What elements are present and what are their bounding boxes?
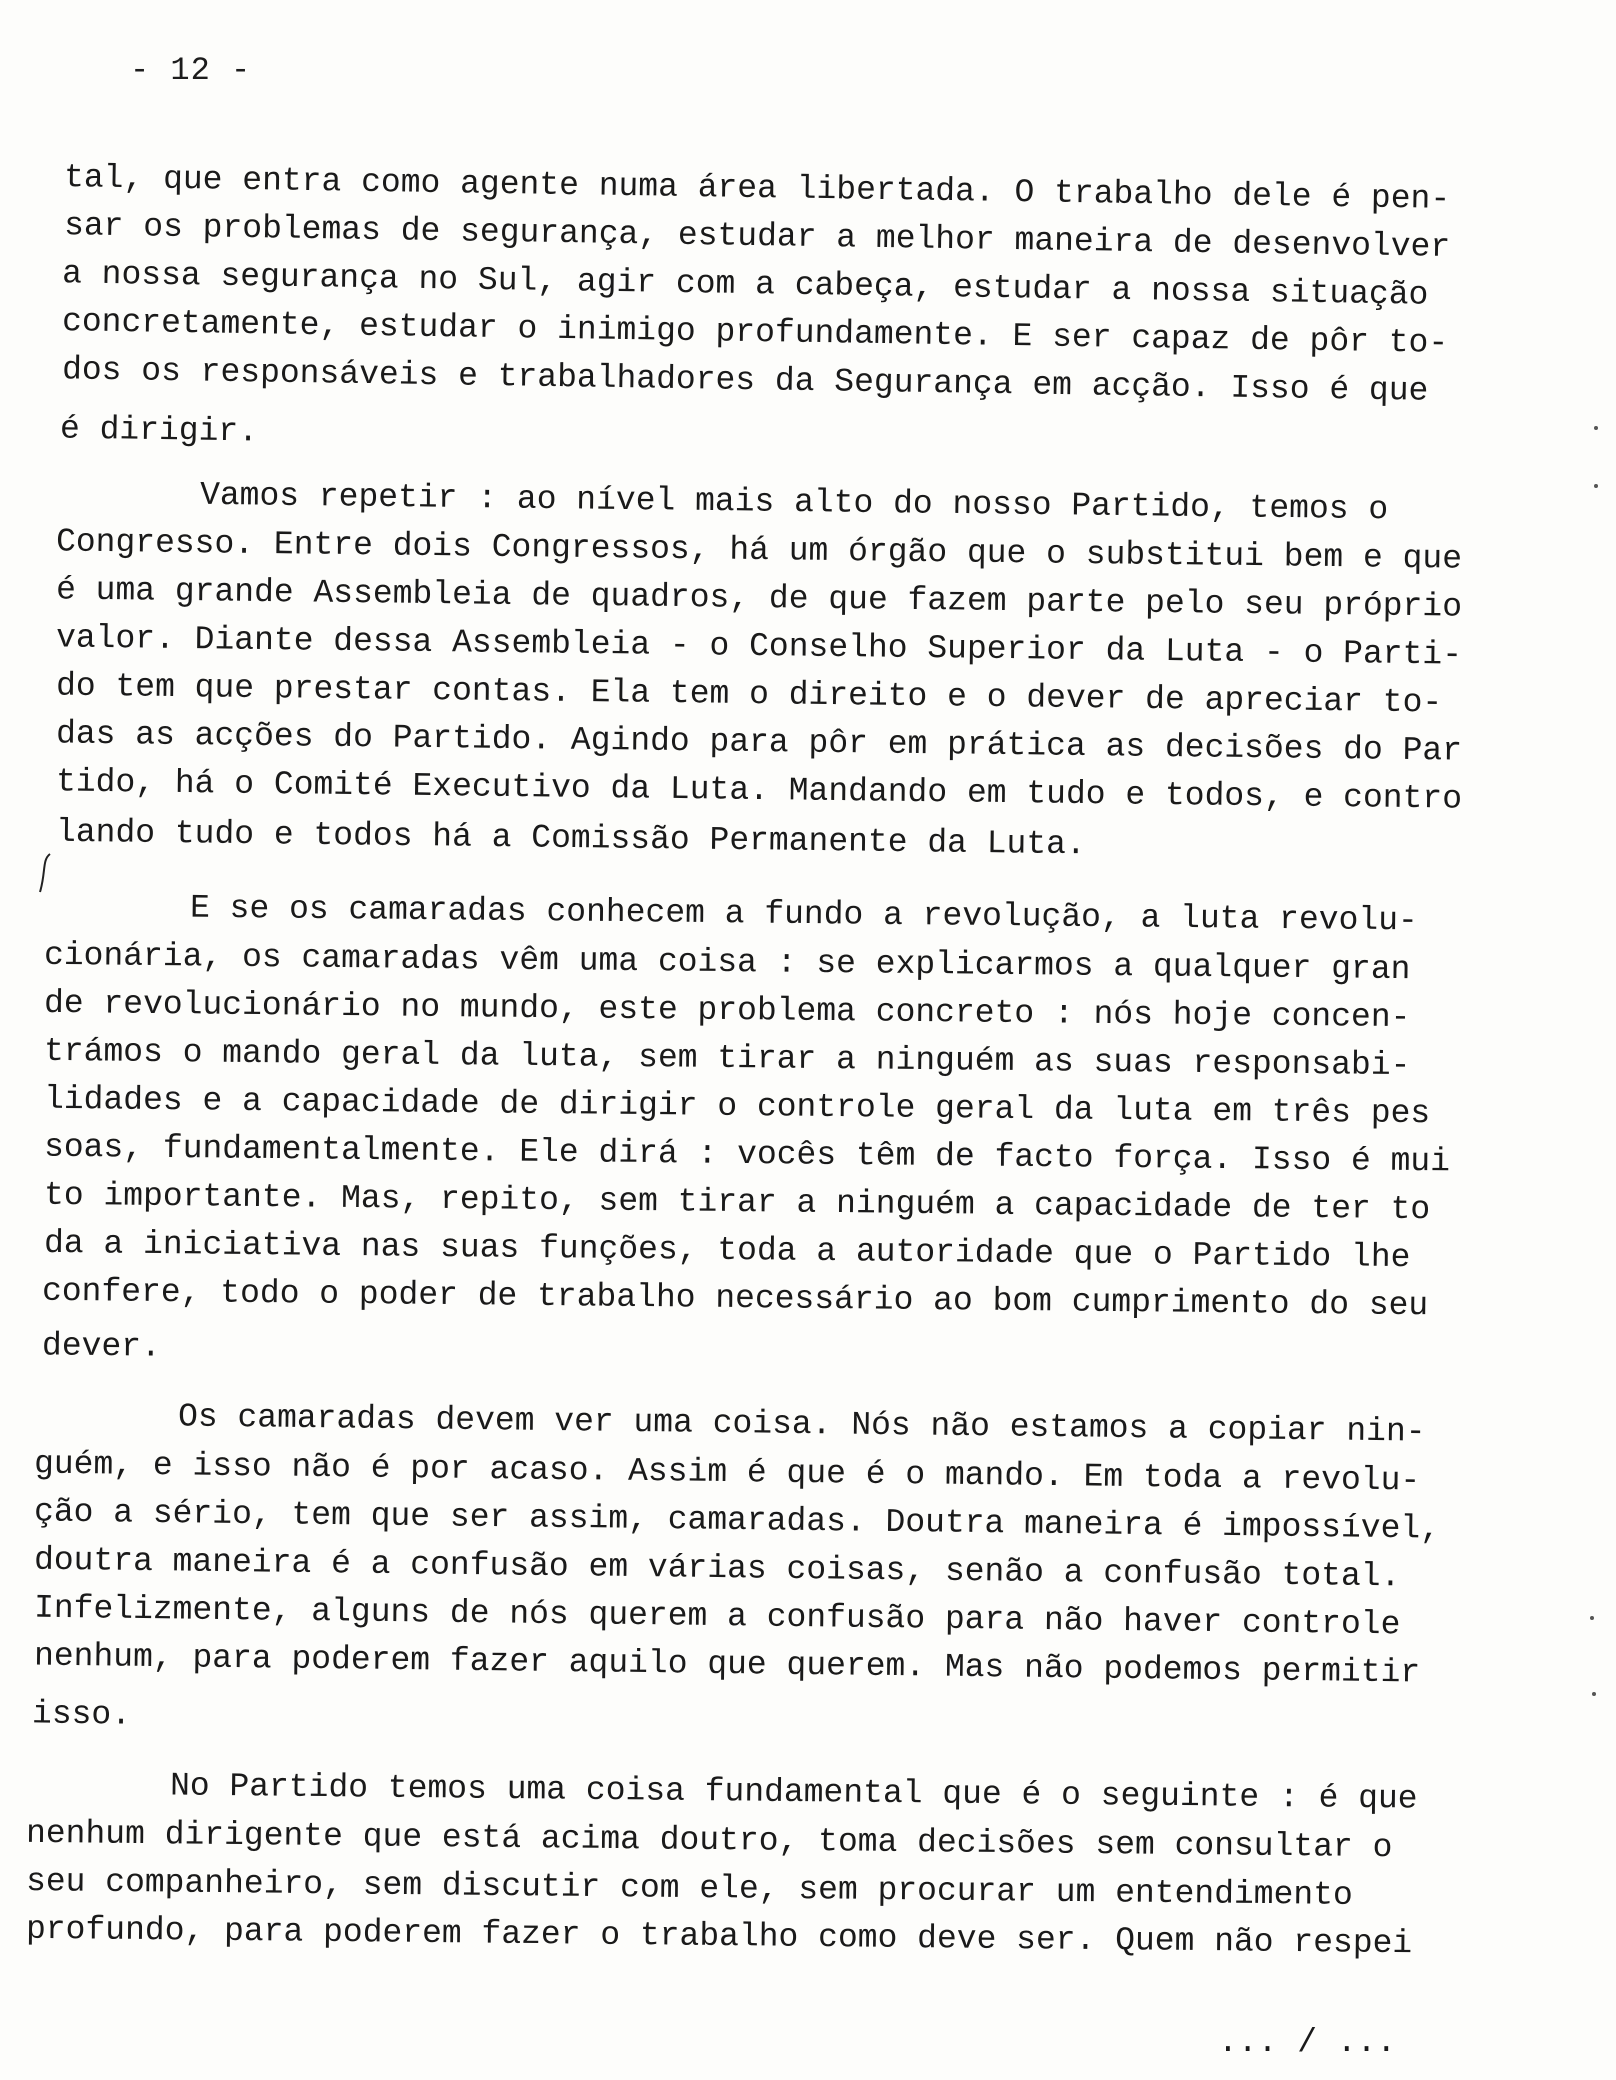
text-line: lidades e a capacidade de dirigir o controle geral da luta em três pes	[43, 1080, 1431, 1133]
text-line: concretamente, estudar o inimigo profundamente. E ser capaz de pôr to-	[61, 303, 1449, 362]
text-line: No Partido temos uma coisa fundamental que é o seguinte : é que	[169, 1767, 1418, 1818]
text-line: lando tudo e todos há a Comissão Permanente da Luta.	[55, 813, 1086, 864]
text-line: Vamos repetir : ao nível mais alto do nosso Partido, temos o	[199, 476, 1389, 529]
text-line: valor. Diante dessa Assembleia - o Conselho Superior da Luta - o Parti-	[55, 619, 1463, 674]
continuation-mark: ... / ...	[1218, 2024, 1397, 2061]
text-line: cionária, os camaradas vêm uma coisa : se explicarmos a qualquer gran	[43, 936, 1411, 989]
text-line: isso.	[31, 1695, 132, 1734]
text-line: tal, que entra como agente numa área libertada. O trabalho dele é pen-	[63, 159, 1451, 218]
text-line: to importante. Mas, repito, sem tirar a ninguém a capacidade de ter to	[43, 1176, 1431, 1229]
text-line: do tem que prestar contas. Ela tem o direito e o dever de apreciar to-	[55, 667, 1443, 722]
text-line: dever.	[41, 1327, 162, 1366]
text-line: soas, fundamentalmente. Ele dirá : vocês têm de facto força. Isso é mui	[43, 1128, 1451, 1181]
text-line: doutra maneira é a confusão em várias coisas, senão a confusão total.	[33, 1541, 1401, 1596]
text-line: de revolucionário no mundo, este problema concreto : nós hoje concen-	[43, 984, 1411, 1037]
text-line: profundo, para poderem fazer o trabalho como deve ser. Quem não respei	[25, 1910, 1413, 1963]
text-line: trámos o mando geral da luta, sem tirar a ninguém as suas responsabi-	[43, 1032, 1411, 1085]
text-line: das as acções do Partido. Agindo para pôr em prática as decisões do Par	[55, 715, 1463, 770]
page-number: - 12 -	[130, 52, 252, 89]
text-line: confere, todo o poder de trabalho necessário ao bom cumprimento do seu	[41, 1272, 1429, 1325]
text-line: nenhum dirigente que está acima doutro, toma decisões sem consultar o	[25, 1814, 1393, 1867]
text-line: Infelizmente, alguns de nós querem a confusão para não haver controle	[33, 1589, 1401, 1644]
text-line: ção a sério, tem que ser assim, camaradas. Doutra maneira é impossível,	[33, 1493, 1441, 1548]
text-line: seu companheiro, sem discutir com ele, sem procurar um entendimento	[25, 1863, 1353, 1914]
margin-bracket-mark	[36, 852, 56, 894]
scan-speck	[1592, 1692, 1596, 1696]
text-line: é dirigir.	[59, 410, 259, 451]
text-line: Os camaradas devem ver uma coisa. Nós não estamos a copiar nin-	[177, 1398, 1426, 1451]
text-line: sar os problemas de segurança, estudar a melhor maneira de desenvolver	[63, 207, 1451, 266]
text-line: da a iniciativa nas suas funções, toda a autoridade que o Partido lhe	[43, 1224, 1411, 1277]
text-line: guém, e isso não é por acaso. Assim é que é o mando. Em toda a revolu-	[33, 1445, 1421, 1500]
scan-speck	[1594, 484, 1598, 488]
text-line: E se os camaradas conhecem a fundo a revolução, a luta revolu-	[189, 889, 1418, 940]
text-line: é uma grande Assembleia de quadros, de que fazem parte pelo seu próprio	[55, 571, 1463, 626]
text-line: tido, há o Comité Executivo da Luta. Mandando em tudo e todos, e contro	[55, 763, 1463, 818]
scan-speck	[1594, 426, 1598, 430]
text-line: dos os responsáveis e trabalhadores da Segurança em acção. Isso é que	[61, 351, 1429, 410]
text-line: Congresso. Entre dois Congressos, há um órgão que o substitui bem e que	[55, 523, 1463, 578]
text-line: a nossa segurança no Sul, agir com a cabeça, estudar a nossa situação	[61, 255, 1429, 314]
scan-speck	[1590, 1616, 1594, 1620]
text-line: nenhum, para poderem fazer aquilo que querem. Mas não podemos permitir	[33, 1637, 1421, 1692]
